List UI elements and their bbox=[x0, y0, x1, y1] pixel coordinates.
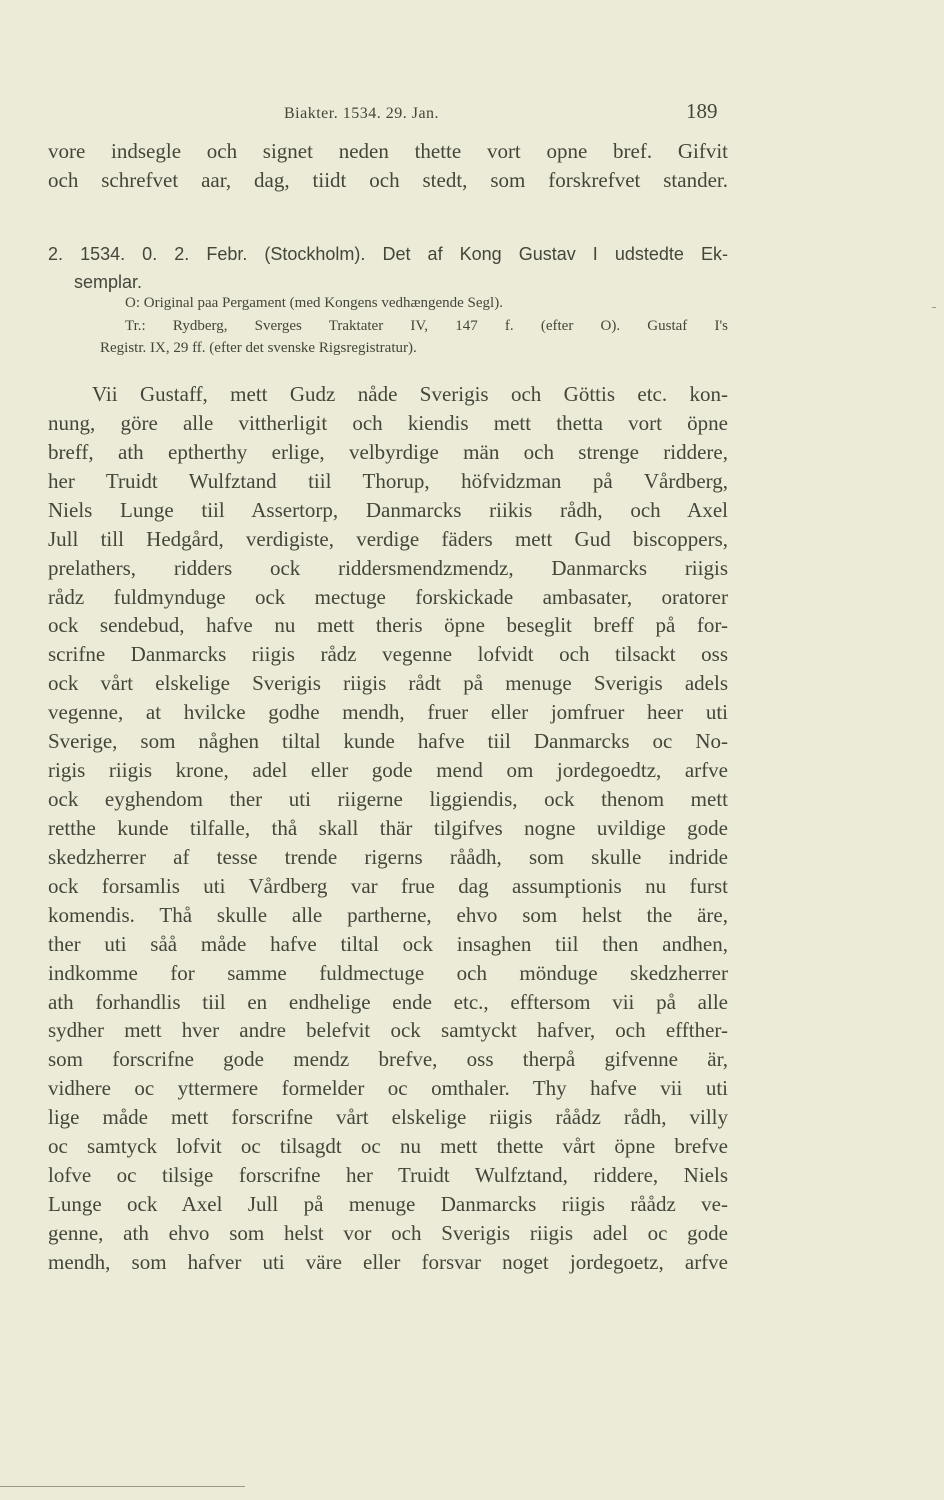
text-line: vore indsegle och signet neden thette vort opne bref. Gifvit bbox=[48, 139, 728, 163]
section-heading: 2. 1534. 0. 2. Febr. (Stockholm). Det af Kong Gustav I udstedte Ek- bbox=[48, 244, 728, 264]
text-line: lofve oc tilsige forscrifne her Truidt Wulfztand, riddere, Niels bbox=[48, 1163, 728, 1188]
text-line: ock eyghendom ther uti riigerne liggiendis, ock thenom mett bbox=[48, 787, 728, 812]
text-line: genne, ath ehvo som helst vor och Sverigis riigis adel oc gode bbox=[48, 1220, 728, 1245]
text-line: prelathers, ridders ock riddersmendzmendz, Danmarcks riigis bbox=[48, 555, 728, 580]
margin-mark bbox=[932, 307, 936, 308]
text-line: sydher mett hver andre belefvit ock samtyckt hafver, och effther- bbox=[48, 1018, 728, 1043]
text-line: ther uti såå måde hafve tiltal ock insaghen tiil then andhen, bbox=[48, 931, 728, 956]
footer-rule bbox=[0, 1486, 245, 1487]
section-heading: semplar. bbox=[74, 272, 143, 292]
text-line: ock vårt elskelige Sverigis riigis rådt på menuge Sverigis adels bbox=[48, 671, 728, 696]
text-line: her Truidt Wulfztand tiil Thorup, höfvidzman på Vårdberg, bbox=[48, 468, 728, 493]
text-line: ock forsamlis uti Vårdberg var frue dag assumptionis nu furst bbox=[48, 873, 728, 898]
text-line: rådz fuldmynduge ock mectuge forskickade ambasater, oratorer bbox=[48, 584, 728, 609]
source-note: Registr. IX, 29 ff. (efter det svenske Rigsregistratur). bbox=[100, 340, 417, 356]
text-line: vidhere oc yttermere formelder oc omthaler. Thy hafve vii uti bbox=[48, 1076, 728, 1101]
page-number: 189 bbox=[686, 99, 718, 123]
text-line: rigis riigis krone, adel eller gode mend om jordegoedtz, arfve bbox=[48, 758, 728, 783]
text-line: Jull till Hedgård, verdigiste, verdige fäders mett Gud biscoppers, bbox=[48, 526, 728, 551]
text-line: indkomme for samme fuldmectuge och mönduge skedzherrer bbox=[48, 960, 728, 985]
text-line: komendis. Thå skulle alle partherne, ehvo som helst the äre, bbox=[48, 902, 728, 927]
text-line: Vii Gustaff, mett Gudz nåde Sverigis och Göttis etc. kon- bbox=[92, 382, 728, 406]
text-line: lige måde mett forscrifne vårt elskelige riigis råådz rådh, villy bbox=[48, 1105, 728, 1130]
text-line: ock sendebud, hafve nu mett theris öpne beseglit breff på for- bbox=[48, 613, 728, 638]
source-note: O: Original paa Pergament (med Kongens vedhængende Segl). bbox=[125, 295, 503, 311]
text-line: och schrefvet aar, dag, tiidt och stedt, som forskrefvet stander. bbox=[48, 168, 728, 192]
text-line: breff, ath eptherthy erlige, velbyrdige män och strenge riddere, bbox=[48, 439, 728, 464]
text-line: Sverige, som någhen tiltal kunde hafve tiil Danmarcks oc No- bbox=[48, 729, 728, 754]
text-line: scrifne Danmarcks riigis rådz vegenne lofvidt och tilsackt oss bbox=[48, 642, 728, 667]
text-line: vegenne, at hvilcke godhe mendh, fruer eller jomfruer heer uti bbox=[48, 700, 728, 725]
running-head: Biakter. 1534. 29. Jan. bbox=[284, 105, 440, 122]
text-line: skedzherrer af tesse trende rigerns råådh, som skulle indride bbox=[48, 844, 728, 869]
text-line: oc samtyck lofvit oc tilsagdt oc nu mett thette vårt öpne brefve bbox=[48, 1134, 728, 1159]
text-line: nung, göre alle vittherligit och kiendis mett thetta vort öpne bbox=[48, 410, 728, 435]
text-line: mendh, som hafver uti väre eller forsvar noget jordegoetz, arfve bbox=[48, 1249, 728, 1274]
text-line: Lunge ock Axel Jull på menuge Danmarcks riigis råådz ve- bbox=[48, 1192, 728, 1217]
text-line: som forscrifne gode mendz brefve, oss therpå gifvenne är, bbox=[48, 1047, 728, 1072]
source-note: Tr.: Rydberg, Sverges Traktater IV, 147 f. (efter O). Gustaf I's bbox=[125, 318, 728, 334]
text-line: retthe kunde tilfalle, thå skall thär tilgifves nogne uvildige gode bbox=[48, 815, 728, 840]
text-line: ath forhandlis tiil en endhelige ende etc., efftersom vii på alle bbox=[48, 989, 728, 1014]
text-line: Niels Lunge tiil Assertorp, Danmarcks riikis rådh, och Axel bbox=[48, 497, 728, 522]
